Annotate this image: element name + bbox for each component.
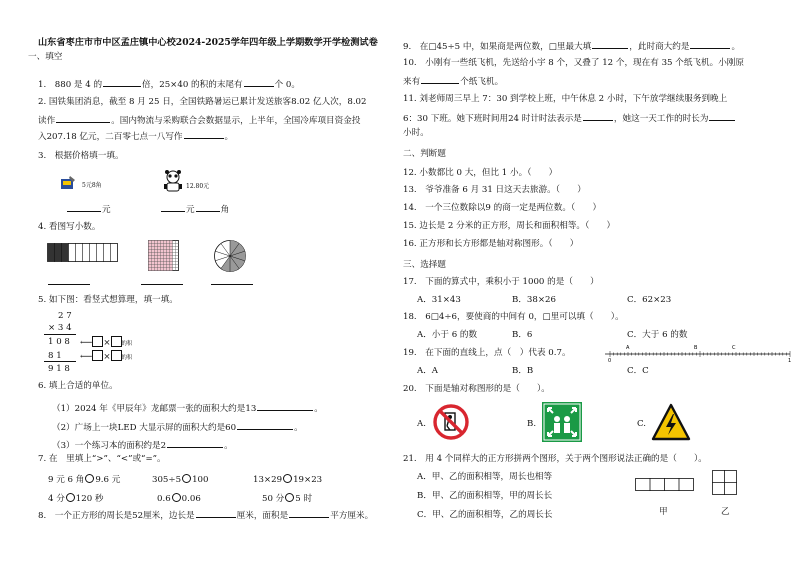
section-choice-heading: 三、选择题 <box>403 260 446 270</box>
ruler-label-1: 1 <box>788 358 792 362</box>
calc-explain-row-1: ⟵ × 的积 <box>80 338 133 348</box>
question-6-b: （2）广场上一块LED 大显示屏的面积大约是60 。 <box>52 423 303 433</box>
compare-circle[interactable] <box>285 493 294 502</box>
ruler-point-a: A <box>626 345 630 351</box>
decimal-circle-figure <box>213 239 247 273</box>
option-a[interactable]: A．甲、乙的面积相等，周长也相等 <box>417 472 553 482</box>
compare-1: 9 元 6 角 9.6 元 <box>48 475 121 485</box>
compare-6: 50 分 5 时 <box>262 494 313 504</box>
decimal-grid-figure <box>148 240 180 272</box>
answer-blank[interactable] <box>690 40 730 49</box>
answer-blank[interactable] <box>211 276 253 285</box>
compare-circle[interactable] <box>283 474 292 483</box>
answer-blank[interactable] <box>103 78 141 87</box>
section-judge-heading: 二、判断题 <box>403 149 446 159</box>
answer-box[interactable] <box>92 350 103 361</box>
ruler-point-c: C <box>732 345 736 351</box>
calc-explain-row-2: ⟵ × 的积 <box>80 352 133 362</box>
question-13: 13. 爷爷准备 6 月 31 日这天去旅游。（ ） <box>403 185 586 195</box>
no-climbing-sign-icon <box>433 404 469 440</box>
compare-4: 4 分 120 秒 <box>48 494 104 504</box>
answer-blank[interactable] <box>48 276 90 285</box>
question-2-line1: 2. 国铁集团消息，截至 8 月 25 日，全国铁路暑运已累计发送旅客8.02 亿人次，8.02 <box>38 97 367 107</box>
option-b[interactable]: B．38×26 <box>512 295 556 305</box>
decimal-bar-figure <box>47 243 119 263</box>
answer-blank[interactable] <box>196 509 236 518</box>
question-17: 17. 下面的算式中，乘积小于 1000 的是（ ） <box>403 277 599 287</box>
shape-label-jia: 甲 <box>659 507 668 517</box>
answer-blank[interactable] <box>184 130 224 139</box>
option-b[interactable]: B. <box>527 419 537 429</box>
answer-blank[interactable] <box>167 439 223 448</box>
option-a[interactable]: A．31×43 <box>417 295 461 305</box>
question-20: 20. 下面是轴对称图形的是（ ）。 <box>403 384 550 394</box>
sharpener-icon <box>60 176 76 190</box>
shape-label-yi: 乙 <box>721 507 730 517</box>
question-11-line3: 小时。 <box>403 128 429 138</box>
answer-row-2: 元 角 <box>160 203 229 215</box>
option-c[interactable]: C．甲、乙的面积相等，乙的周长长 <box>417 510 553 520</box>
vertical-calc-n1: 2 7 <box>58 311 72 321</box>
page-title: 山东省枣庄市市中区孟庄镇中心校2024-2025学年四年级上学期数学开学检测试卷 <box>38 37 378 48</box>
option-c[interactable]: C．C <box>627 366 649 376</box>
answer-blank[interactable] <box>196 203 220 212</box>
option-c[interactable]: C．62×23 <box>627 295 672 305</box>
compare-circle[interactable] <box>182 474 191 483</box>
answer-blank[interactable] <box>289 509 329 518</box>
compare-2: 305÷5 100 <box>152 475 209 485</box>
question-21: 21. 用 4 个同样大的正方形拼两个图形，关于两个图形说法正确的是（ ）。 <box>403 454 707 464</box>
answer-blank[interactable] <box>244 78 274 87</box>
question-8: 8. 一个正方形的周长是52厘米，边长是 厘米，面积是 平方厘米。 <box>38 511 374 521</box>
question-18: 18. 6□4÷6，要使商的中间有 0，□里可以填（ ）。 <box>403 312 624 322</box>
option-a[interactable]: A．A <box>417 366 439 376</box>
calc-line <box>44 334 76 335</box>
shape-yi-figure <box>712 470 738 496</box>
assembly-point-sign-icon <box>542 402 582 442</box>
vertical-calc-n5: 9 1 8 <box>48 364 70 374</box>
high-voltage-sign-icon <box>651 403 691 441</box>
vertical-calc-n2: × 3 4 <box>48 323 72 333</box>
question-14: 14. 一个三位数除以9 的商一定是两位数。（ ） <box>403 203 602 213</box>
compare-circle[interactable] <box>85 474 94 483</box>
option-b[interactable]: B．6 <box>512 330 533 340</box>
option-c[interactable]: C．大于 6 的数 <box>627 330 688 340</box>
question-6-c: （3）一个练习本的面积约是2 。 <box>52 441 233 451</box>
option-a[interactable]: A．小于 6 的数 <box>417 330 478 340</box>
question-4: 4. 看图写小数。 <box>38 222 101 232</box>
answer-blank[interactable] <box>257 402 313 411</box>
compare-circle[interactable] <box>66 493 75 502</box>
price-2: 12.80元 <box>186 183 210 190</box>
number-line-figure <box>602 342 792 362</box>
answer-blank[interactable] <box>56 114 110 123</box>
question-19: 19. 在下面的直线上，点（ ）代表 0.7。 <box>403 348 571 358</box>
answer-blank[interactable] <box>709 112 735 121</box>
question-6-a: （1）2024 年《甲辰年》龙邮票一张的面积大约是13 。 <box>52 404 323 414</box>
question-12: 12. 小数都比 0 大，但比 1 小。（ ） <box>403 168 558 178</box>
toy-panda-icon <box>163 170 183 192</box>
compare-5: 0.6 0.06 <box>157 494 201 504</box>
question-10-line1: 10. 小刚有一些纸飞机，先送给小宇 8 个，又叠了 12 个，现在有 35 个纸飞机。小刚原 <box>403 58 744 68</box>
question-7: 7. 在 里填上“>”、“<”或“=”。 <box>38 454 166 464</box>
shape-jia-figure <box>635 478 695 492</box>
section-fill-heading: 一、填空 <box>28 52 63 62</box>
option-b[interactable]: B．B <box>512 366 534 376</box>
answer-blank[interactable] <box>161 203 185 212</box>
answer-blank[interactable] <box>592 40 628 49</box>
answer-blank[interactable] <box>141 276 183 285</box>
question-9: 9. 在□45÷5 中，如果商是两位数，□里最大填 ，此时商大约是 。 <box>403 42 741 52</box>
answer-box[interactable] <box>111 336 122 347</box>
question-11-line1: 11. 刘老师周三早上 7：30 到学校上班，中午休息 2 小时，下午放学继续服务到晚上 <box>403 94 728 104</box>
question-2-line2: 读作 。国内物流与采购联合会数据显示，上半年，全国冷库项目资金投 <box>38 116 361 126</box>
question-11-line2: 6：30 下班。她下班时间用24 时计时法表示是 ，她这一天工作的时长为 <box>403 112 736 124</box>
question-5: 5. 如下图：看竖式想算理，填一填。 <box>38 295 178 305</box>
option-c[interactable]: C. <box>637 419 647 429</box>
vertical-calc-n3: 1 0 8 <box>48 337 70 347</box>
question-1: 1. 880 是 4 的 倍，25×40 的积的末尾有 个 0。 <box>38 80 300 90</box>
compare-circle[interactable] <box>172 493 181 502</box>
answer-blank[interactable] <box>583 112 613 121</box>
answer-box[interactable] <box>92 336 103 347</box>
question-3: 3. 根据价格填一填。 <box>38 151 124 161</box>
calc-line <box>44 361 76 362</box>
question-6: 6. 填上合适的单位。 <box>38 381 118 391</box>
question-10-line2: 来有 个纸飞机。 <box>403 77 504 87</box>
answer-blank[interactable] <box>421 75 459 84</box>
option-a[interactable]: A. <box>417 419 426 429</box>
price-1: 5元8角 <box>82 182 102 189</box>
answer-blank[interactable] <box>237 421 293 430</box>
answer-blank[interactable] <box>67 203 101 212</box>
question-2-line3: 入207.18 亿元，二百零七点一八写作 。 <box>38 132 234 142</box>
vertical-calc-n4: 8 1 <box>48 351 62 361</box>
answer-row-1: 元 <box>66 203 111 215</box>
option-b[interactable]: B．甲、乙的面积相等，甲的周长长 <box>417 491 553 501</box>
question-16: 16. 正方形和长方形都是轴对称图形。（ ） <box>403 239 579 249</box>
ruler-point-b: B <box>694 345 698 351</box>
ruler-label-0: 0 <box>608 358 612 362</box>
question-15: 15. 边长是 2 分米的正方形，周长和面积相等。（ ） <box>403 221 616 231</box>
compare-3: 13×29 19×23 <box>253 475 323 485</box>
answer-box[interactable] <box>111 350 122 361</box>
